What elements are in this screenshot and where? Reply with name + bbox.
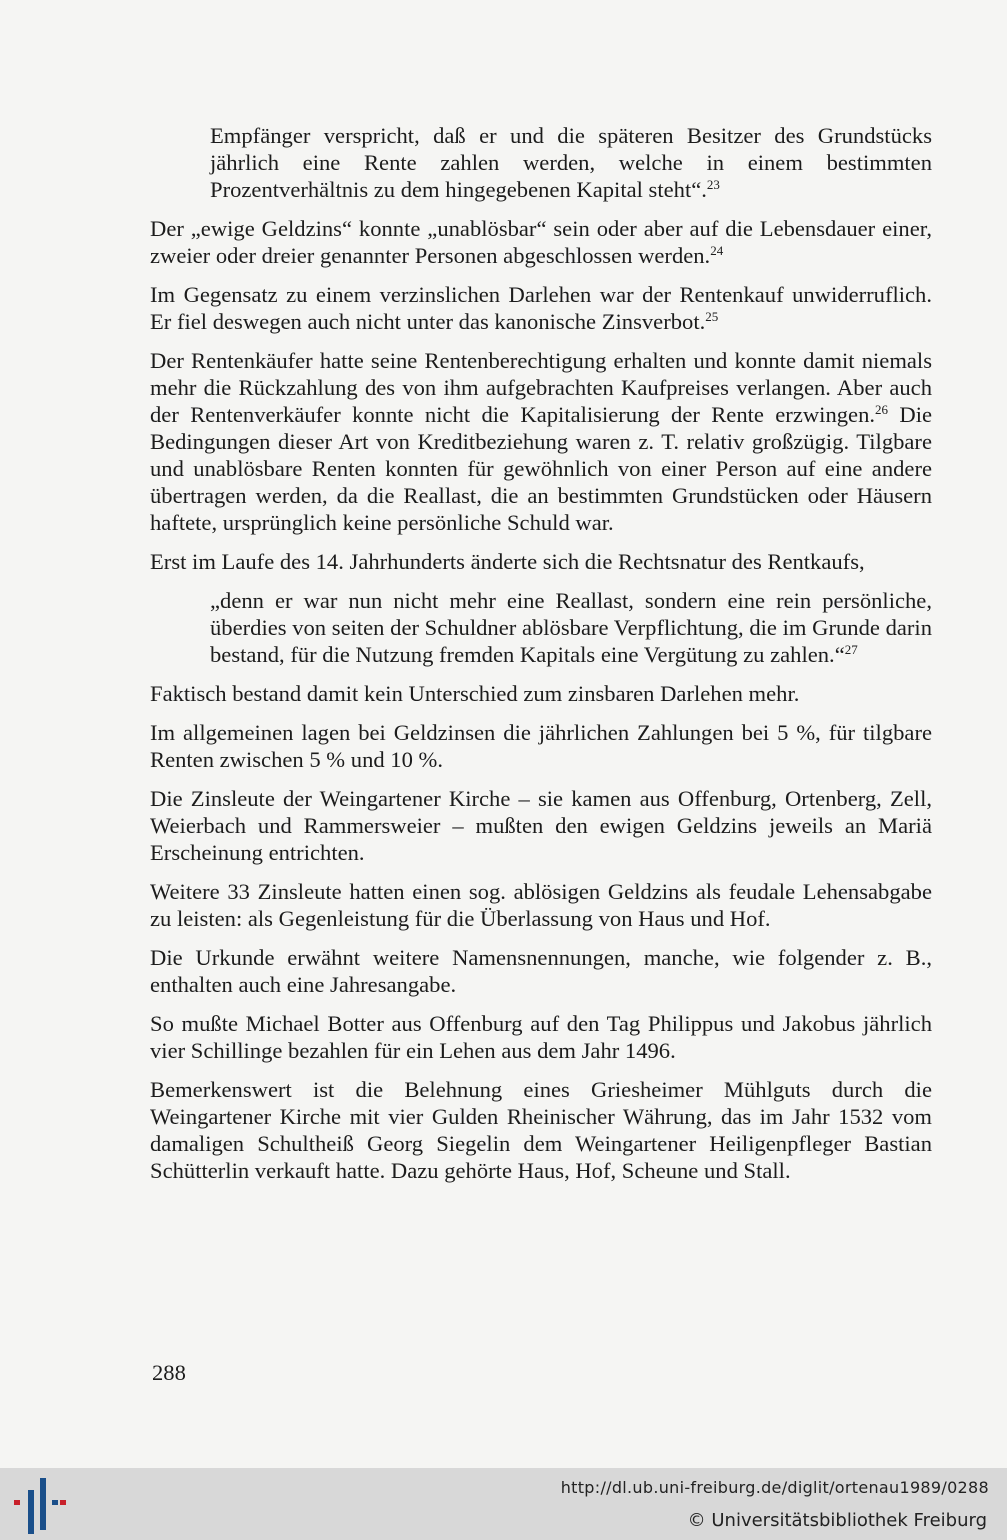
paragraph-p12: So mußte Michael Botter aus Offenburg auf den Tag Philippus und Jakobus jährlich vier Schillinge bezahlen für ein Lehen aus dem Jahr 1496.: [150, 1011, 932, 1063]
footnote-ref-27: 27: [844, 642, 858, 657]
footnote-ref-26: 26: [875, 402, 889, 417]
paragraph-p8: Im allgemeinen lagen bei Geldzinsen die jährlichen Zahlungen bei 5 %, für tilgbare Renten zwischen 5 % und 10 %.: [150, 720, 932, 772]
paragraph-p7: Faktisch bestand damit kein Unterschied zum zinsbaren Darlehen mehr.: [150, 681, 800, 706]
paragraph-p9: Die Zinsleute der Weingartener Kirche – sie kamen aus Offenburg, Ortenberg, Zell, Weierbach und Rammersweier – mußten den ewigen Geldzins jeweils an Mariä Erscheinung entrichten.: [150, 786, 932, 865]
source-url-link[interactable]: http://dl.ub.uni-freiburg.de/diglit/ortenau1989/0288: [560, 1478, 989, 1497]
paragraph-p1: Empfänger verspricht, daß er und die späteren Besitzer des Grundstücks jährlich eine Rente zahlen werden, welche in einem bestimmten Prozentverhältnis zu dem hingegebenen Kapital steht“.$^{23}$: [210, 123, 932, 202]
copyright-notice: © Universitätsbibliothek Freiburg: [687, 1510, 987, 1531]
paragraph-p6: „denn er war nun nicht mehr eine Reallast, sondern eine rein persönliche, überdies von seiten der Schuldner ablösbare Verpflichtung, die im Grunde darin bestand, für die Nutzung fremden Kapitals eine Vergütung zu zahlen.“$^{27}$: [210, 588, 932, 667]
paragraph-p4: Der Rentenkäufer hatte seine Rentenberechtigung erhalten und konnte damit niemals mehr die Rückzahlung des von ihm aufgebrachten Kaufpreises verlangen. Aber auch der Rentenverkäufer konnte nicht die Kapitalisierung der Rente erzwingen.$^{26}$ Die Bedingungen dieser Art von Kreditbeziehung waren z. T. relativ großzügig. Tilgbare und unablösbare Renten konnten für gewöhnlich von einer Person auf eine andere übertragen werden, da die Reallast, die an bestimmten Grundstücken oder Häusern haftete, ursprünglich keine persönliche Schuld war.: [150, 348, 932, 535]
viewer-footer: [0, 1468, 1007, 1540]
paragraph-p3: Im Gegensatz zu einem verzinslichen Darlehen war der Rentenkauf unwiderruflich. Er fiel deswegen auch nicht unter das kanonische Zinsverbot.$^{25}$: [150, 282, 932, 334]
paragraph-p2: Der „ewige Geldzins“ konnte „unablösbar“ sein oder aber auf die Lebensdauer einer, zweier oder dreier genannter Personen abgeschlossen werden.$^{24}$: [150, 216, 932, 268]
page-number: 288: [152, 1360, 186, 1385]
paragraph-p13: Bemerkenswert ist die Belehnung eines Griesheimer Mühlguts durch die Weingartener Kirche mit vier Gulden Rheinischer Währung, das im Jahr 1532 vom damaligen Schultheiß Georg Siegelin dem Weingartener Heiligenpfleger Bastian Schütterlin verkauft hatte. Dazu gehörte Haus, Hof, Scheune und Stall.: [150, 1077, 932, 1183]
paragraph-p5: Erst im Laufe des 14. Jahrhunderts änderte sich die Rechtsnatur des Rentkaufs,: [150, 549, 865, 574]
footnote-ref-24: 24: [710, 243, 724, 258]
footnote-ref-25: 25: [705, 309, 719, 324]
paragraph-p10: Weitere 33 Zinsleute hatten einen sog. ablösigen Geldzins als feudale Lehensabgabe zu leisten: als Gegenleistung für die Überlassung von Haus und Hof.: [150, 879, 932, 931]
ub-freiburg-logo-icon: [14, 1476, 66, 1534]
paragraph-p11: Die Urkunde erwähnt weitere Namensnennungen, manche, wie folgender z. B., enthalten auch eine Jahresangabe.: [150, 945, 932, 997]
body-text: [150, 122, 932, 1196]
footnote-ref-23: 23: [706, 177, 720, 192]
